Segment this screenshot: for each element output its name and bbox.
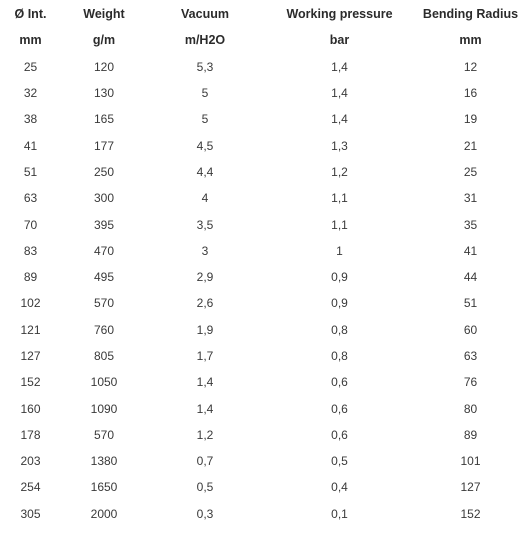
cell-inner-diameter: 254 [20,480,41,495]
cell-working-pressure: 1,1 [331,191,348,206]
cell-working-pressure: 1,4 [331,59,348,74]
cell-bending-radius: 31 [463,191,478,206]
cell-vacuum: 1,9 [196,322,214,337]
cell-inner-diameter: 38 [23,112,38,127]
cell-working-pressure: 0,9 [331,270,348,285]
table-row [0,185,525,211]
cell-weight: 570 [93,427,115,442]
cell-weight: 300 [93,191,115,206]
header-row [0,1,525,27]
cell-inner-diameter: 83 [23,243,38,258]
cell-bending-radius: 25 [463,164,478,179]
cell-weight: 470 [93,243,115,258]
cell-vacuum: 3 [201,243,209,258]
unit-vacuum: m/H2O [184,33,226,48]
header-inner-diameter: Ø Int. [14,7,47,22]
cell-inner-diameter: 70 [23,217,38,232]
cell-vacuum: 4,5 [196,138,214,153]
cell-working-pressure: 1,1 [331,217,348,232]
cell-bending-radius: 152 [460,506,481,521]
cell-vacuum: 3,5 [196,217,214,232]
cell-vacuum: 5 [201,112,209,127]
cell-weight: 1380 [90,454,118,469]
cell-working-pressure: 0,8 [331,322,348,337]
header-vacuum: Vacuum [181,7,229,22]
unit-weight: g/m [92,33,116,48]
cell-inner-diameter: 41 [23,138,38,153]
unit-inner-diameter: mm [19,33,42,48]
cell-weight: 1050 [90,375,118,390]
cell-bending-radius: 76 [463,375,478,390]
cell-bending-radius: 35 [463,217,478,232]
cell-weight: 250 [93,164,115,179]
cell-weight: 2000 [90,506,118,521]
table-row [0,238,525,264]
cell-vacuum: 0,5 [196,480,214,495]
cell-vacuum: 5,3 [196,59,214,74]
cell-bending-radius: 16 [463,86,478,101]
cell-bending-radius: 127 [460,480,481,495]
cell-working-pressure: 0,8 [331,349,348,363]
cell-vacuum: 2,9 [196,270,214,285]
cell-bending-radius: 41 [463,243,478,258]
cell-vacuum: 1,7 [196,349,214,363]
cell-inner-diameter: 152 [20,375,41,390]
cell-bending-radius: 19 [463,112,478,127]
cell-vacuum: 0,7 [196,454,214,469]
cell-inner-diameter: 32 [23,86,38,101]
cell-inner-diameter: 25 [23,59,38,74]
cell-inner-diameter: 51 [23,164,38,179]
cell-working-pressure: 1,2 [331,164,348,179]
cell-inner-diameter: 121 [20,322,41,337]
unit-working-pressure: bar [329,33,350,48]
cell-bending-radius: 44 [463,270,478,285]
cell-inner-diameter: 127 [20,349,41,363]
cell-vacuum: 2,6 [196,296,214,311]
cell-bending-radius: 12 [463,59,478,74]
cell-weight: 1650 [90,480,118,495]
table-row [0,106,525,132]
cell-weight: 165 [93,112,115,127]
cell-inner-diameter: 203 [20,454,41,469]
cell-weight: 177 [93,138,115,153]
table-row [0,132,525,158]
cell-bending-radius: 80 [463,401,478,416]
cell-vacuum: 1,4 [196,401,214,416]
cell-vacuum: 5 [201,86,209,101]
table-row [0,290,525,316]
cell-inner-diameter: 89 [23,270,38,285]
table-row [0,422,525,448]
cell-working-pressure: 1,4 [331,112,348,127]
header-working-pressure: Working pressure [286,7,393,22]
table-row [0,501,525,527]
cell-weight: 130 [93,86,115,101]
cell-working-pressure: 0,9 [331,296,348,311]
spec-table [0,1,525,527]
unit-bending-radius: mm [459,33,482,48]
cell-working-pressure: 0,5 [331,454,348,469]
cell-working-pressure: 0,4 [331,480,348,495]
table-head [0,1,525,54]
cell-inner-diameter: 305 [20,506,41,521]
cell-bending-radius: 101 [460,454,481,469]
table-row [0,211,525,237]
cell-working-pressure: 1,4 [331,86,348,101]
table-body [0,54,525,527]
unit-row [0,27,525,53]
table-row [0,395,525,421]
cell-inner-diameter: 178 [20,427,41,442]
table-row [0,159,525,185]
cell-weight: 120 [93,59,115,74]
cell-working-pressure: 0,6 [331,375,348,390]
cell-bending-radius: 63 [463,349,478,363]
cell-working-pressure: 1,3 [331,138,348,153]
cell-bending-radius: 89 [463,427,478,442]
cell-inner-diameter: 102 [20,296,41,311]
cell-weight: 805 [93,349,115,363]
table-row [0,343,525,369]
cell-inner-diameter: 63 [23,191,38,206]
cell-working-pressure: 1 [336,243,343,258]
header-weight: Weight [83,7,125,22]
table-row [0,54,525,80]
cell-weight: 395 [93,217,115,232]
header-bending-radius: Bending Radius [422,7,519,22]
cell-weight: 570 [93,296,115,311]
cell-vacuum: 1,2 [196,427,214,442]
table-row [0,448,525,474]
cell-working-pressure: 0,6 [331,427,348,442]
cell-inner-diameter: 160 [20,401,41,416]
cell-vacuum: 0,3 [196,506,214,521]
cell-vacuum: 4,4 [196,164,214,179]
cell-weight: 760 [93,322,115,337]
table-row [0,264,525,290]
cell-bending-radius: 51 [463,296,478,311]
cell-working-pressure: 0,6 [331,401,348,416]
table-row [0,474,525,500]
table-row [0,317,525,343]
cell-vacuum: 4 [201,191,209,206]
cell-weight: 495 [93,270,115,285]
cell-vacuum: 1,4 [196,375,214,390]
cell-bending-radius: 21 [463,138,478,153]
cell-bending-radius: 60 [463,322,478,337]
table-row [0,369,525,395]
cell-weight: 1090 [90,401,118,416]
table-row [0,80,525,106]
cell-working-pressure: 0,1 [331,506,348,521]
